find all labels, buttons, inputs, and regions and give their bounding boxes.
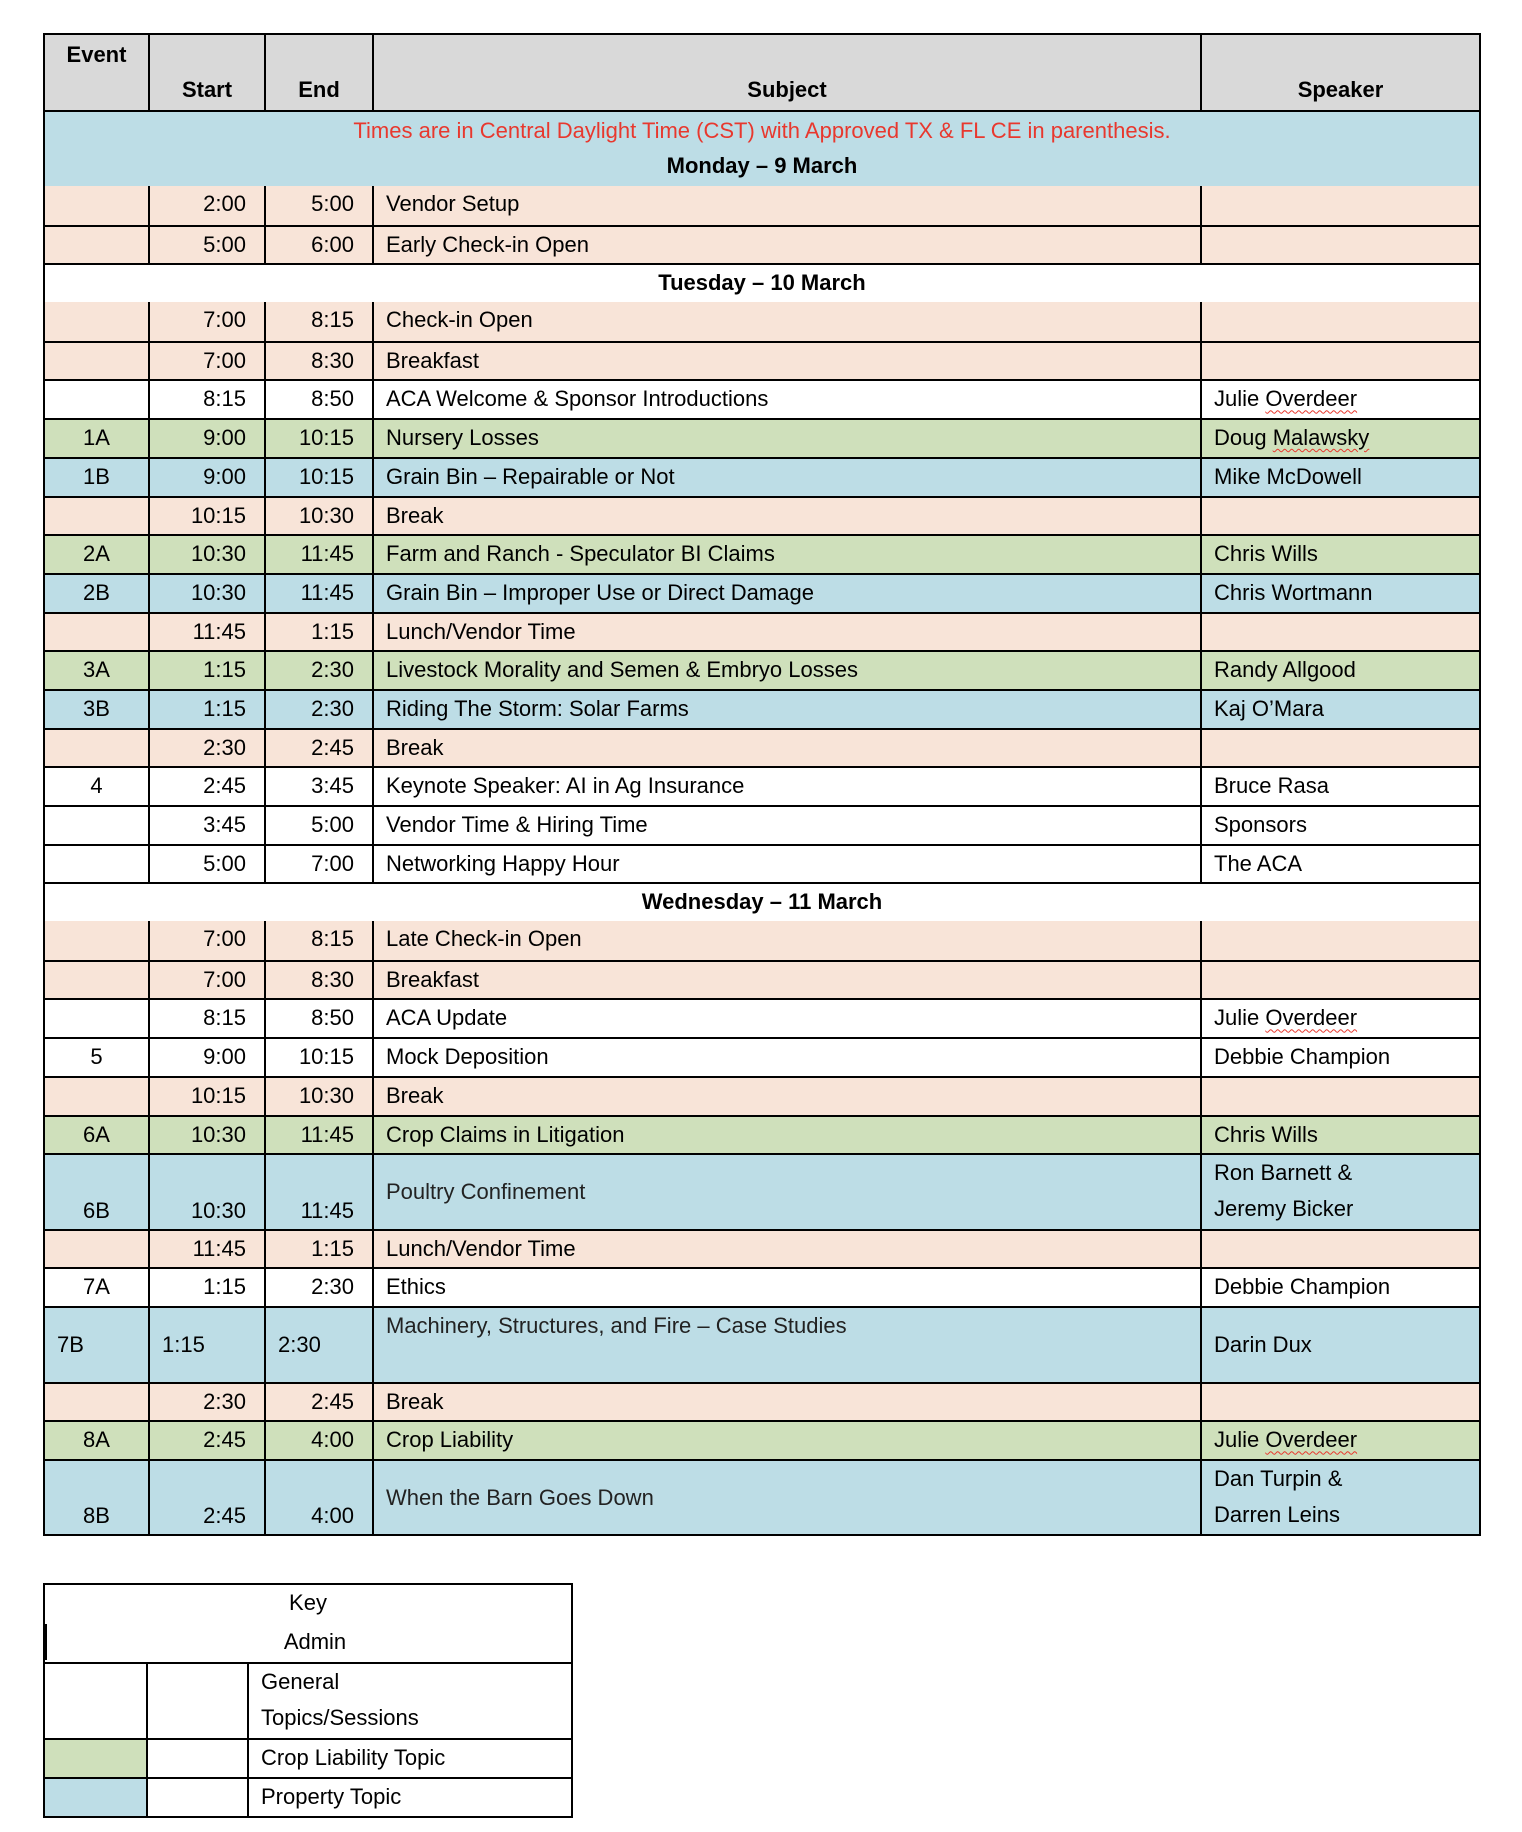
- schedule-row: [45, 650, 1479, 689]
- schedule-row: [45, 612, 1479, 651]
- end-cell: 7:00: [264, 846, 372, 883]
- speaker-cell: [1200, 343, 1479, 380]
- schedule-row: [45, 728, 1479, 767]
- speaker-cell: [1200, 962, 1479, 999]
- event-cell: 6B: [83, 1197, 110, 1223]
- color-key-table: [43, 1583, 573, 1818]
- schedule-row: [45, 1076, 1479, 1115]
- key-title: Key: [289, 1590, 327, 1615]
- event-cell: [45, 1000, 148, 1037]
- speaker-cell: Darin Dux: [1200, 1308, 1479, 1382]
- event-cell: 2A: [83, 541, 110, 567]
- day-heading-tuesday: Tuesday – 10 March: [45, 263, 1479, 302]
- key-blank-cell: [146, 1664, 247, 1738]
- subject-cell: Break: [372, 1078, 1200, 1115]
- end-cell: 11:45: [264, 1155, 372, 1229]
- start-cell: 7:00: [148, 343, 264, 380]
- schedule-row: [45, 1420, 1479, 1459]
- subject-cell: ACA Update: [372, 1000, 1200, 1037]
- schedule-table: [43, 33, 1481, 1536]
- subject-cell: Vendor Setup: [372, 186, 1200, 225]
- key-row-property: [45, 1777, 571, 1816]
- schedule-row: [45, 496, 1479, 535]
- subject-cell: Grain Bin – Repairable or Not: [372, 459, 1200, 496]
- subject-cell: Farm and Ranch - Speculator BI Claims: [372, 536, 1200, 573]
- event-cell: 3B: [83, 695, 110, 721]
- speaker-cell: Chris Wortmann: [1200, 575, 1479, 612]
- start-cell: 5:00: [148, 846, 264, 883]
- schedule-row: [45, 418, 1479, 457]
- start-cell: 9:00: [148, 420, 264, 457]
- schedule-row: [45, 921, 1479, 960]
- schedule-row: [45, 689, 1479, 728]
- speaker-cell: [1200, 1384, 1479, 1421]
- color-swatch-general: [45, 1664, 146, 1738]
- speaker-cell: Sponsors: [1200, 807, 1479, 844]
- event-cell: 1B: [83, 463, 110, 489]
- speaker-cell: Randy Allgood: [1200, 652, 1479, 689]
- speaker-cell: [1200, 921, 1479, 960]
- schedule-row: [45, 1153, 1479, 1229]
- end-cell: 10:30: [264, 498, 372, 535]
- schedule-row: [45, 998, 1479, 1037]
- speaker-cell: Chris Wills: [1200, 536, 1479, 573]
- subject-cell: ACA Welcome & Sponsor Introductions: [372, 381, 1200, 418]
- start-cell: 2:45: [148, 1422, 264, 1459]
- schedule-row: [45, 766, 1479, 805]
- speaker-cell: [1200, 186, 1479, 225]
- subject-cell: Break: [372, 1384, 1200, 1421]
- end-cell: 10:30: [264, 1078, 372, 1115]
- speaker-cell: [1200, 302, 1479, 341]
- event-cell: [45, 1078, 148, 1115]
- schedule-row: [45, 302, 1479, 341]
- event-cell: 8B: [83, 1503, 110, 1529]
- schedule-row: [45, 805, 1479, 844]
- event-cell: 1A: [83, 425, 110, 451]
- subject-cell: Breakfast: [372, 343, 1200, 380]
- end-cell: 4:00: [264, 1461, 372, 1535]
- end-cell: 8:15: [264, 921, 372, 960]
- end-cell: 11:45: [264, 575, 372, 612]
- start-cell: 3:45: [148, 807, 264, 844]
- event-cell: 7B: [57, 1331, 84, 1357]
- start-cell: 9:00: [148, 459, 264, 496]
- key-row-general: [45, 1662, 571, 1738]
- event-cell: 2B: [83, 579, 110, 605]
- start-cell: 10:15: [148, 498, 264, 535]
- speaker-cell: [1200, 1231, 1479, 1268]
- subject-cell: Crop Liability: [372, 1422, 1200, 1459]
- subject-cell: Vendor Time & Hiring Time: [372, 807, 1200, 844]
- schedule-row: [45, 573, 1479, 612]
- start-cell: 7:00: [148, 962, 264, 999]
- speaker-cell: Debbie Champion: [1200, 1039, 1479, 1076]
- subject-cell: Lunch/Vendor Time: [372, 614, 1200, 651]
- speaker-cell: The ACA: [1200, 846, 1479, 883]
- spellcheck-underline: Overdeer: [1265, 1005, 1358, 1031]
- end-cell: 2:30: [264, 652, 372, 689]
- subject-cell: Poultry Confinement: [372, 1155, 1200, 1229]
- end-cell: 2:30: [264, 1308, 372, 1382]
- start-cell: 8:15: [148, 1000, 264, 1037]
- key-label-line: General: [261, 1669, 340, 1695]
- key-rows: [45, 1624, 571, 1816]
- event-cell: [45, 614, 148, 651]
- start-cell: 9:00: [148, 1039, 264, 1076]
- speaker-cell: [1200, 614, 1479, 651]
- end-cell: 4:00: [264, 1422, 372, 1459]
- speaker-cell: [1200, 1078, 1479, 1115]
- end-cell: 10:15: [264, 420, 372, 457]
- spellcheck-underline: Overdeer: [1265, 386, 1358, 412]
- header-row: [45, 35, 1479, 110]
- header-subject: Subject: [372, 35, 1200, 110]
- event-cell: 8A: [83, 1427, 110, 1453]
- key-title-row: [45, 1585, 571, 1624]
- end-cell: 2:45: [264, 1384, 372, 1421]
- subject-cell: Machinery, Structures, and Fire – Case Studies: [372, 1308, 1200, 1382]
- end-cell: 8:30: [264, 962, 372, 999]
- event-cell: [45, 302, 148, 341]
- subject-cell: Livestock Morality and Semen & Embryo Losses: [372, 652, 1200, 689]
- subject-cell: Early Check-in Open: [372, 227, 1200, 264]
- subject-cell: Late Check-in Open: [372, 921, 1200, 960]
- start-cell: 2:30: [148, 730, 264, 767]
- header-end: End: [264, 35, 372, 110]
- event-cell: [45, 807, 148, 844]
- event-cell: 3A: [83, 657, 110, 683]
- speaker-cell: Julie Overdeer: [1200, 1000, 1479, 1037]
- schedule-row: [45, 186, 1479, 225]
- speaker-cell: [1200, 498, 1479, 535]
- event-cell: [45, 343, 148, 380]
- start-cell: 1:15: [148, 1308, 264, 1382]
- wednesday-rows: [45, 921, 1479, 1534]
- speaker-cell: Julie Overdeer: [1200, 381, 1479, 418]
- subject-cell: Break: [372, 498, 1200, 535]
- event-cell: [45, 1231, 148, 1268]
- speaker-cell: Doug Malawsky: [1200, 420, 1479, 457]
- schedule-row: [45, 341, 1479, 380]
- subject-cell: Networking Happy Hour: [372, 846, 1200, 883]
- event-cell: 7A: [83, 1274, 110, 1300]
- start-cell: 5:00: [148, 227, 264, 264]
- end-cell: 2:30: [264, 1269, 372, 1306]
- end-cell: 6:00: [264, 227, 372, 264]
- subject-cell: Riding The Storm: Solar Farms: [372, 691, 1200, 728]
- start-cell: 10:30: [148, 1155, 264, 1229]
- schedule-row: [45, 1267, 1479, 1306]
- start-cell: 10:30: [148, 1117, 264, 1154]
- end-cell: 1:15: [264, 614, 372, 651]
- tuesday-rows: [45, 302, 1479, 882]
- start-cell: 1:15: [148, 691, 264, 728]
- speaker-line: Jeremy Bicker: [1214, 1196, 1354, 1222]
- event-cell: [45, 962, 148, 999]
- start-cell: 7:00: [148, 302, 264, 341]
- speaker-cell: [1200, 730, 1479, 767]
- event-cell: 4: [90, 773, 103, 799]
- start-cell: 11:45: [148, 1231, 264, 1268]
- schedule-row: [45, 1037, 1479, 1076]
- header-start: Start: [148, 35, 264, 110]
- header-speaker: Speaker: [1200, 35, 1479, 110]
- schedule-row: [45, 1115, 1479, 1154]
- speaker-cell: Debbie Champion: [1200, 1269, 1479, 1306]
- schedule-row: [45, 1382, 1479, 1421]
- schedule-row: [45, 534, 1479, 573]
- event-cell: [45, 186, 148, 225]
- schedule-row: [45, 225, 1479, 264]
- event-cell: [45, 921, 148, 960]
- key-label: Property Topic: [247, 1779, 571, 1816]
- event-cell: 5: [90, 1044, 103, 1070]
- timezone-note: Times are in Central Daylight Time (CST) with Approved TX & FL CE in parenthesis.: [353, 118, 1171, 143]
- start-cell: 11:45: [148, 614, 264, 651]
- schedule-row: [45, 457, 1479, 496]
- key-label: [247, 1664, 571, 1738]
- end-cell: 5:00: [264, 807, 372, 844]
- subject-cell: When the Barn Goes Down: [372, 1461, 1200, 1535]
- key-blank-cell: [146, 1779, 247, 1816]
- speaker-cell: Julie Overdeer: [1200, 1422, 1479, 1459]
- subject-cell: Nursery Losses: [372, 420, 1200, 457]
- subject-cell: Keynote Speaker: AI in Ag Insurance: [372, 768, 1200, 805]
- subject-cell: Crop Claims in Litigation: [372, 1117, 1200, 1154]
- event-cell: [45, 730, 148, 767]
- speaker-cell: Mike McDowell: [1200, 459, 1479, 496]
- spellcheck-underline: Malawsky: [1272, 425, 1370, 451]
- info-row: [45, 110, 1479, 186]
- day-heading-monday: Monday – 9 March: [666, 153, 858, 178]
- day-heading-wednesday: Wednesday – 11 March: [45, 882, 1479, 921]
- key-label: Admin: [45, 1624, 571, 1660]
- event-cell: [45, 498, 148, 535]
- start-cell: 10:30: [148, 575, 264, 612]
- end-cell: 11:45: [264, 536, 372, 573]
- start-cell: 10:15: [148, 1078, 264, 1115]
- subject-cell: Ethics: [372, 1269, 1200, 1306]
- key-label: Crop Liability Topic: [247, 1740, 571, 1777]
- start-cell: 8:15: [148, 381, 264, 418]
- speaker-cell: [1200, 1461, 1479, 1535]
- start-cell: 2:30: [148, 1384, 264, 1421]
- end-cell: 8:50: [264, 1000, 372, 1037]
- monday-rows: [45, 186, 1479, 263]
- start-cell: 2:00: [148, 186, 264, 225]
- subject-cell: Check-in Open: [372, 302, 1200, 341]
- spellcheck-underline: Overdeer: [1265, 1427, 1358, 1453]
- end-cell: 2:30: [264, 691, 372, 728]
- speaker-cell: Chris Wills: [1200, 1117, 1479, 1154]
- start-cell: 1:15: [148, 1269, 264, 1306]
- schedule-row: [45, 379, 1479, 418]
- speaker-cell: [1200, 227, 1479, 264]
- subject-cell: Grain Bin – Improper Use or Direct Damage: [372, 575, 1200, 612]
- key-label-line: Topics/Sessions: [261, 1705, 419, 1731]
- end-cell: 8:30: [264, 343, 372, 380]
- schedule-row: [45, 960, 1479, 999]
- subject-cell: Break: [372, 730, 1200, 767]
- speaker-cell: Bruce Rasa: [1200, 768, 1479, 805]
- header-event: Event: [66, 42, 127, 67]
- end-cell: 10:15: [264, 459, 372, 496]
- start-cell: 2:45: [148, 768, 264, 805]
- start-cell: 7:00: [148, 921, 264, 960]
- speaker-cell: Kaj O’Mara: [1200, 691, 1479, 728]
- key-blank-cell: [146, 1740, 247, 1777]
- schedule-row: [45, 1459, 1479, 1535]
- start-cell: 2:45: [148, 1461, 264, 1535]
- key-row-crop: [45, 1738, 571, 1777]
- subject-cell: Lunch/Vendor Time: [372, 1231, 1200, 1268]
- schedule-row: [45, 1229, 1479, 1268]
- end-cell: 2:45: [264, 730, 372, 767]
- event-cell: [45, 846, 148, 883]
- key-row-admin: [45, 1624, 571, 1663]
- schedule-row: [45, 844, 1479, 883]
- speaker-line: Dan Turpin &: [1214, 1465, 1343, 1491]
- subject-cell: Mock Deposition: [372, 1039, 1200, 1076]
- end-cell: 8:50: [264, 381, 372, 418]
- end-cell: 10:15: [264, 1039, 372, 1076]
- color-swatch-property: [45, 1779, 146, 1816]
- color-swatch-crop: [45, 1740, 146, 1777]
- subject-cell: Breakfast: [372, 962, 1200, 999]
- schedule-row: [45, 1306, 1479, 1382]
- end-cell: 3:45: [264, 768, 372, 805]
- speaker-cell: [1200, 1155, 1479, 1229]
- speaker-line: Ron Barnett &: [1214, 1160, 1353, 1186]
- start-cell: 10:30: [148, 536, 264, 573]
- event-cell: [45, 381, 148, 418]
- event-cell: 6A: [83, 1121, 110, 1147]
- start-cell: 1:15: [148, 652, 264, 689]
- end-cell: 5:00: [264, 186, 372, 225]
- end-cell: 8:15: [264, 302, 372, 341]
- speaker-line: Darren Leins: [1214, 1501, 1340, 1527]
- event-cell: [45, 227, 148, 264]
- end-cell: 11:45: [264, 1117, 372, 1154]
- event-cell: [45, 1384, 148, 1421]
- end-cell: 1:15: [264, 1231, 372, 1268]
